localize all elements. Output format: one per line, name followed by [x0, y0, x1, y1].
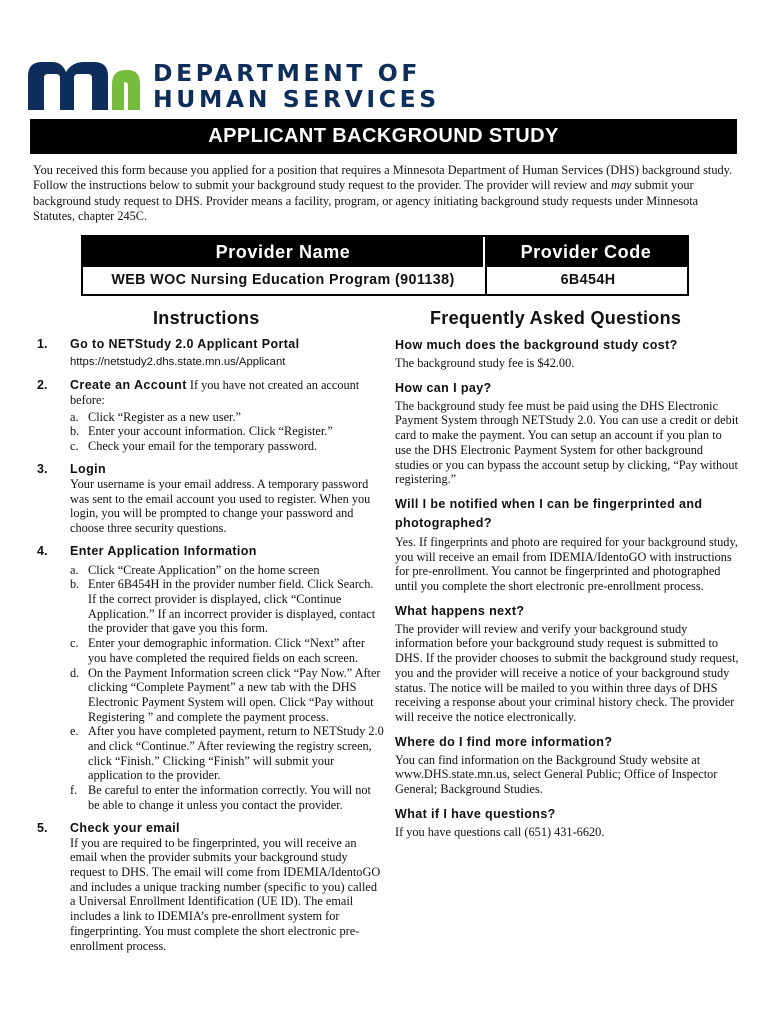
mn-logo	[28, 62, 140, 110]
faq-item	[395, 733, 740, 797]
intro-emphasis: may	[610, 178, 632, 193]
intro-text-2: submit your background study request to DHS. Provider means a facility, program, or agency initiating background study requests under Minnesota Statutes, chapter 245C.	[33, 178, 699, 223]
list-item: a. Click “Create Application” on the home screen	[70, 562, 320, 577]
department-name	[153, 60, 440, 112]
faq-answer: If you have questions call (651) 431-6620.	[395, 824, 605, 839]
faq-item	[395, 336, 740, 371]
faq-question: How much does the background study cost?	[395, 338, 678, 352]
step-2-substeps	[70, 410, 384, 454]
faq-answer: The provider will review and verify your background study information before your background study request is submitted to DHS. If the provider chooses to submit the background study request, you and the provider will receive a notice of your background study status. The notice will be mailed to you within three days of DHS receiving a response about your criminal history check. The provider will receive the notice electronically.	[395, 621, 739, 724]
intro-paragraph	[33, 163, 738, 224]
faq-question: What if I have questions?	[395, 806, 556, 821]
faq-item	[395, 805, 740, 840]
step-4	[34, 543, 384, 813]
instructions-list	[34, 336, 384, 960]
list-item: b. Enter 6B454H in the provider number field. Click Search. If the correct provider is displayed, click “Continue Application.” If an incorrect provider is displayed, contact the provider that gave you this form.	[70, 577, 376, 636]
faq-answer: The background study fee is $42.00.	[395, 356, 575, 370]
step-1	[34, 336, 384, 370]
faq-question: Will I be notified when I can be fingerprinted and photographed?	[395, 496, 703, 530]
provider-name-value: WEB WOC Nursing Education Program (901138)	[111, 272, 455, 288]
list-item: f. Be careful to enter the information correctly. You will not be able to change it unless you contact the provider.	[70, 783, 371, 812]
step-number: 5.	[37, 820, 48, 835]
portal-url: https://netstudy2.dhs.state.mn.us/Applicant	[70, 356, 286, 368]
list-item: b. Enter your account information. Click “Register.”	[70, 424, 333, 439]
step-number: 4.	[37, 543, 48, 558]
step-3	[34, 461, 384, 536]
faq-answer: You can find information on the Background Study website at www.DHS.state.mn.us, select General Public; Office of Inspector General; Background Studies.	[395, 752, 718, 797]
step-title: Login	[70, 461, 107, 476]
faq-item	[395, 379, 740, 487]
provider-table	[81, 235, 689, 296]
faq-list	[395, 336, 740, 847]
faq-question: How can I pay?	[395, 380, 492, 395]
step-number: 1.	[37, 337, 48, 351]
step-title: Create an Account	[70, 378, 187, 392]
provider-name-header: Provider Name	[83, 237, 483, 267]
step-number: 2.	[37, 378, 48, 392]
faq-answer: Yes. If fingerprints and photo are required for your background study, you will receive an email from IDEMIA/IdentoGO with instructions for pre-enrollment. You cannot be fingerprinted and photographed until you complete the short electronic pre-enrollment process.	[395, 534, 738, 594]
page-title: APPLICANT BACKGROUND STUDY	[30, 119, 737, 154]
faq-answer: The background study fee must be paid using the DHS Electronic Payment System through NETStudy 2.0. You can use a credit or debit card to make the payment. You can setup an account if you plan to use the DHS Electronic Payment System for other background studies or you can bypass the account setup by clicking, “Pay without registering.”	[395, 398, 739, 487]
instructions-heading: Instructions	[153, 308, 260, 328]
faq-heading: Frequently Asked Questions	[430, 308, 682, 328]
faq-question: Where do I find more information?	[395, 734, 613, 749]
faq-item	[395, 495, 740, 594]
list-item: c. Enter your demographic information. Click “Next” after you have completed the required fields on each screen.	[70, 636, 365, 665]
dept-line-2: HUMAN SERVICES	[153, 85, 440, 113]
faq-item	[395, 602, 740, 725]
faq-question: What happens next?	[395, 603, 525, 618]
step-title: Check your email	[70, 820, 180, 835]
list-item: e. After you have completed payment, return to NETStudy 2.0 and click “Continue.” After reviewing the registry screen, click “Finish.” Clicking “Finish” will submit your application to the provider.	[70, 724, 384, 783]
step-title: Go to NETStudy 2.0 Applicant Portal	[70, 337, 300, 351]
list-item: a. Click “Register as a new user.”	[70, 409, 241, 424]
provider-code-header: Provider Code	[485, 237, 687, 267]
step-2	[34, 377, 384, 454]
dept-line-1: DEPARTMENT OF	[153, 59, 422, 87]
step-title: Enter Application Information	[70, 543, 257, 558]
step-5	[34, 820, 384, 954]
step-4-substeps	[70, 563, 384, 813]
provider-code-value: 6B454H	[485, 267, 689, 294]
step-text: Your username is your email address. A temporary password was sent to the email account you used to register. When you login, you will be prompted to change your password and choose three security questions.	[70, 476, 371, 535]
intro-text-1: You received this form because you applied for a position that requires a Minnesota Department of Human Services (DHS) background study. Follow the instructions below to submit your background study request to the provider. The provider will review and	[33, 163, 733, 193]
step-inline-text: If you have not created an account before:	[70, 378, 360, 407]
step-text: If you are required to be fingerprinted, you will receive an email when the provider submits your background study request to DHS. The email will come from IDEMIA/IdentoGO and includes a unique tracking number (specific to you) called a Universal Enrollment Identification (UE ID). The email includes a link to IDEMIA’s pre-enrollment system for fingerprinting. You must complete the short electronic pre-enrollment process.	[70, 835, 381, 953]
step-number: 3.	[37, 461, 48, 476]
list-item: c. Check your email for the temporary password.	[70, 439, 318, 454]
list-item: d. On the Payment Information screen click “Pay Now.” After clicking “Complete Payment” a new tab with the DHS Electronic Payment System will open. Click “Pay without Registering ” and complete the payment process.	[70, 665, 381, 724]
